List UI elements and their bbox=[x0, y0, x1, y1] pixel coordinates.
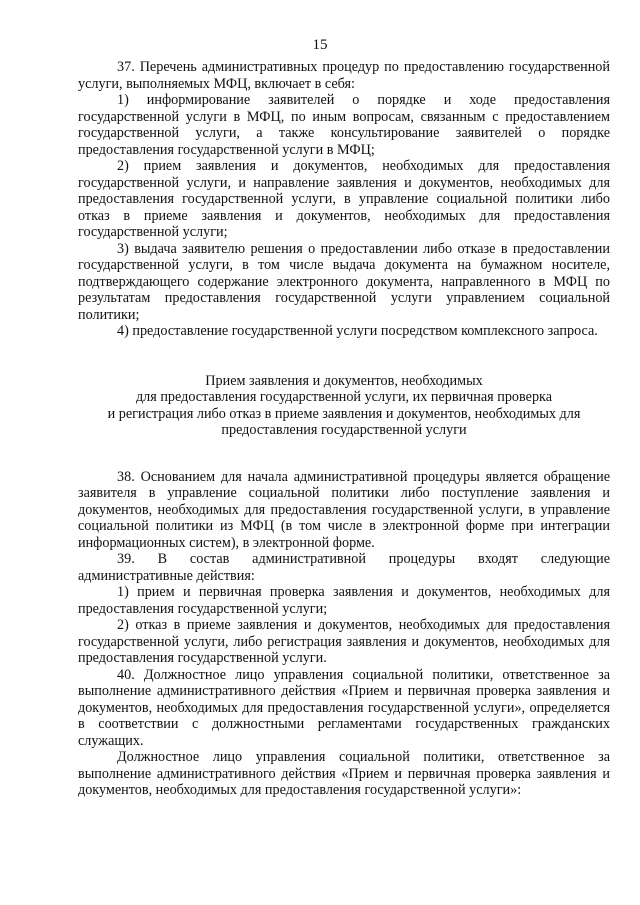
paragraph-37: 37. Перечень административных процедур по предоставлению государственной услуги, выполняемых МФЦ, включает в себя: bbox=[78, 59, 610, 92]
list-item-4: 4) предоставление государственной услуги посредством комплексного запроса. bbox=[117, 323, 598, 339]
heading-line: предоставления государственной услуги bbox=[221, 422, 467, 438]
paragraph-40-continued: Должностное лицо управления социальной политики, ответственное за выполнение административного действия «Прием и первичная проверка заявления и документов, необходимых для предоставления государственной услуги»: bbox=[78, 749, 610, 798]
list-item-1: 1) информирование заявителей о порядке и ходе предоставления государственной услуги в МФЦ, по иным вопросам, связанным с предоставлением государственной услуги, а также консультирование заявителей о порядке предоставления государственной услуги в МФЦ; bbox=[78, 92, 610, 158]
paragraph-40: 40. Должностное лицо управления социальной политики, ответственное за выполнение административного действия «Прием и первичная проверка заявления и документов, необходимых для предоставления государственной услуги», определяется в соответствии с должностными регламентами государственных гражданских служащих. bbox=[78, 666, 610, 749]
list-item-3: 3) выдача заявителю решения о предоставлении либо отказе в предоставлении государственной услуги, в том числе выдача документа на бумажном носителе, подтверждающего содержание электронного документа, направленного в МФЦ по результатам предоставления государственной услуги управлением социальной политики; bbox=[78, 240, 610, 323]
list-item-2: 2) отказ в приеме заявления и документов, необходимых для предоставления государственной услуги, либо регистрация заявления и документов, необходимых для предоставления государственной услуги. bbox=[78, 617, 610, 666]
page-number: 15 bbox=[312, 37, 328, 53]
paragraph-38: 38. Основанием для начала административной процедуры является обращение заявителя в управление социальной политики либо поступление заявления и документов, необходимых для предоставления государственной услуги, в управление социальной политики из МФЦ (в том числе в электронной форме при интеграции информационных систем), в электронной форме. bbox=[78, 468, 610, 551]
heading-line: Прием заявления и документов, необходимых bbox=[205, 372, 483, 389]
section-heading bbox=[78, 373, 610, 439]
list-item-1: 1) прием и первичная проверка заявления и документов, необходимых для предоставления государственной услуги; bbox=[78, 584, 610, 617]
paragraph-39: 39. В состав административной процедуры входят следующие административные действия: bbox=[78, 551, 610, 584]
document-body bbox=[78, 59, 610, 799]
heading-line: для предоставления государственной услуги, их первичная проверка bbox=[135, 389, 553, 405]
list-item-2: 2) прием заявления и документов, необходимых для предоставления государственной услуги, и направление заявления и документов, необходимых для предоставления государственной услуги, в управление социальной политики либо отказ в приеме заявления и документов, необходимых для предоставления государственной услуги; bbox=[78, 158, 610, 240]
heading-line: и регистрация либо отказ в приеме заявления и документов, необходимых для bbox=[107, 405, 581, 422]
